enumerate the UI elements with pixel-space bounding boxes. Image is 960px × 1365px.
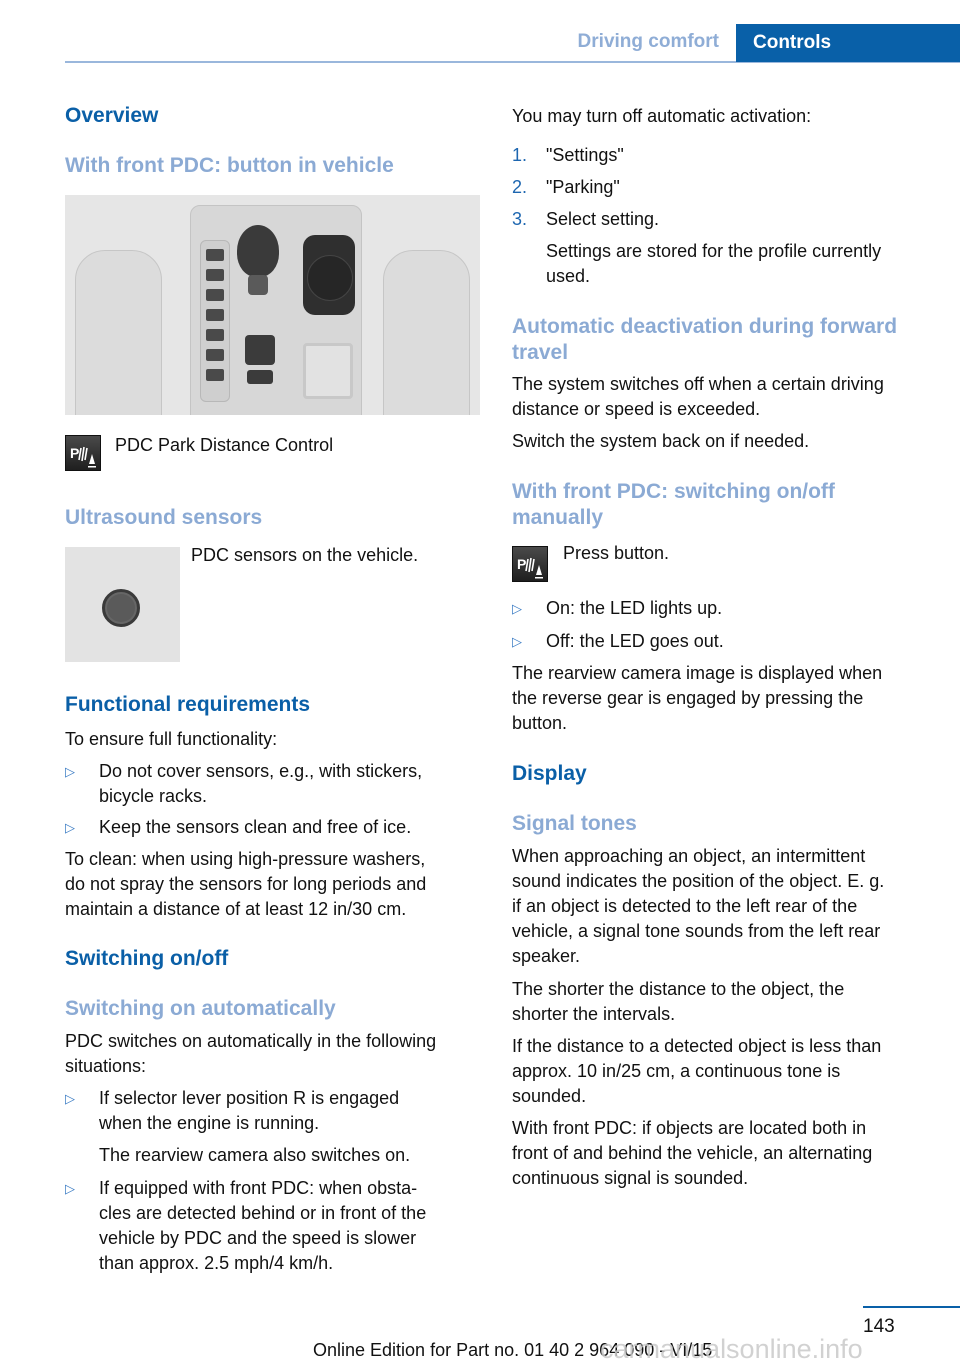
- pdc-button-icon: [512, 546, 548, 582]
- step-text: "Settings": [546, 145, 624, 165]
- text-line: maintain a distance of at least 12 in/30 cm.: [65, 899, 407, 919]
- text-line: sounded.: [512, 1086, 587, 1106]
- ultrasound-text: PDC sensors on the vehicle.: [191, 545, 419, 565]
- ultrasound-sensor-image: [65, 547, 180, 662]
- bullet-triangle-icon: ▷: [512, 601, 522, 616]
- step-number: 1.: [512, 145, 528, 165]
- text-line: shorter the intervals.: [512, 1004, 676, 1024]
- heading-line: manually: [512, 506, 604, 529]
- text-line: If the distance to a detected object is less than: [512, 1036, 882, 1056]
- bullet-triangle-icon: ▷: [512, 634, 522, 649]
- bullet-text: when the engine is running.: [99, 1113, 320, 1133]
- svg-text:P: P: [70, 445, 80, 461]
- left-seat: [75, 250, 162, 415]
- functional-bullet-1: [65, 759, 485, 809]
- functional-heading: Functional requirements: [65, 693, 311, 716]
- bullet-note: The rearview camera also switches on.: [99, 1145, 411, 1165]
- text-line: sound indicates the position of the object. E. g.: [512, 871, 885, 891]
- step-note: Settings are stored for the profile currently: [546, 241, 882, 261]
- shorter-distance-text: [512, 977, 937, 1027]
- bullet-text: than approx. 2.5 mph/4 km/h.: [99, 1253, 334, 1273]
- text-line: front of and behind the vehicle, an alternating: [512, 1143, 873, 1163]
- heading-line: Automatic deactivation during forward: [512, 315, 898, 338]
- bullet-text: Off: the LED goes out.: [546, 631, 724, 651]
- header-section-title: Driving comfort: [577, 31, 719, 52]
- text-line: do not spray the sensors for long periods and: [65, 874, 427, 894]
- pdc-button-icon: [65, 435, 101, 471]
- text-line: The shorter the distance to the object, the: [512, 979, 845, 999]
- rearview-text: [512, 661, 937, 736]
- auto-heading: Switching on automatically: [65, 997, 336, 1020]
- step-note: used.: [546, 266, 591, 286]
- text-line: PDC switches on automatically in the following: [65, 1031, 437, 1051]
- center-console-illustration: [65, 195, 480, 415]
- bullet-text: If equipped with front PDC: when obsta-: [99, 1178, 418, 1198]
- text-line: button.: [512, 713, 568, 733]
- text-line: vehicle, a signal tone sounds from the left rear: [512, 921, 881, 941]
- button-strip: [200, 240, 230, 402]
- clean-text: [65, 847, 485, 922]
- text-line: if an object is detected to the left rear of the: [512, 896, 858, 916]
- manual-bullet-on: [512, 596, 937, 621]
- text-line: the reverse gear is engaged by pressing the: [512, 688, 864, 708]
- text-line: approx. 10 in/25 cm, a continuous tone is: [512, 1061, 841, 1081]
- alternating-signal-text: [512, 1116, 937, 1191]
- text-line: speaker.: [512, 946, 581, 966]
- text-line: The rearview camera image is displayed when: [512, 663, 883, 683]
- text-line: situations:: [65, 1056, 147, 1076]
- text-line: With front PDC: if objects are located both in: [512, 1118, 867, 1138]
- continuous-tone-text: [512, 1034, 937, 1109]
- switching-heading: Switching on/off: [65, 947, 229, 970]
- heading-line: travel: [512, 341, 569, 364]
- signal-tones-heading: Signal tones: [512, 812, 637, 835]
- auto-deactivation-heading: [512, 314, 937, 366]
- manual-bullet-off: [512, 629, 937, 654]
- step-2: [512, 175, 937, 200]
- functional-bullet-2: [65, 815, 485, 840]
- auto-bullet-1: [65, 1086, 485, 1168]
- text-line: distance or speed is exceeded.: [512, 399, 761, 419]
- auto-intro: [65, 1029, 485, 1079]
- bullet-text: bicycle racks.: [99, 786, 208, 806]
- bullet-triangle-icon: ▷: [65, 1181, 75, 1196]
- step-3: [512, 207, 937, 289]
- switch-back-text: Switch the system back on if needed.: [512, 431, 810, 451]
- gear-selector-base: [248, 275, 268, 295]
- bullet-text: Keep the sensors clean and free of ice.: [99, 817, 412, 837]
- svg-text:P: P: [517, 556, 527, 572]
- step-1: [512, 143, 937, 168]
- text-line: To clean: when using high-pressure washers,: [65, 849, 426, 869]
- functional-intro: To ensure full functionality:: [65, 729, 278, 749]
- pdc-icon-label: PDC Park Distance Control: [115, 435, 334, 455]
- overview-heading: Overview: [65, 104, 159, 127]
- bullet-text: If selector lever position R is engaged: [99, 1088, 400, 1108]
- bullet-text: On: the LED lights up.: [546, 598, 723, 618]
- header-chapter-tab: Controls: [736, 24, 960, 62]
- footer-rule: [863, 1306, 960, 1308]
- heading-line: With front PDC: switching on/off: [512, 480, 835, 503]
- bullet-text: vehicle by PDC and the speed is slower: [99, 1228, 417, 1248]
- bullet-triangle-icon: ▷: [65, 764, 75, 779]
- display-heading: Display: [512, 762, 587, 785]
- sensor-icon: [102, 589, 140, 627]
- ultrasound-heading: Ultrasound sensors: [65, 506, 263, 529]
- edition-text: Online Edition for Part no. 01 40 2 964 090 - VI/15: [313, 1340, 713, 1360]
- press-button-text: Press button.: [563, 543, 670, 563]
- right-seat: [383, 250, 470, 415]
- auto-bullet-2: [65, 1176, 485, 1276]
- signal-text: [512, 844, 937, 969]
- turn-off-intro: You may turn off automatic activation:: [512, 106, 812, 126]
- idrive-controller-icon: [303, 235, 355, 315]
- watermark: carmanualsonline.info: [600, 1334, 863, 1364]
- bullet-triangle-icon: ▷: [65, 820, 75, 835]
- manual-switching-heading: [512, 479, 937, 531]
- step-text: "Parking": [546, 177, 620, 197]
- front-pdc-button-heading: With front PDC: button in vehicle: [65, 154, 394, 177]
- auto-hold-icon: [247, 370, 273, 384]
- gear-selector-icon: [237, 225, 279, 277]
- bullet-text: cles are detected behind or in front of the: [99, 1203, 427, 1223]
- parking-brake-icon: [245, 335, 275, 365]
- step-number: 3.: [512, 209, 528, 229]
- text-line: continuous signal is sounded.: [512, 1168, 749, 1188]
- console-tray: [303, 343, 353, 399]
- text-line: The system switches off when a certain driving: [512, 374, 884, 394]
- step-text: Select setting.: [546, 209, 660, 229]
- page-number: 143: [863, 1316, 895, 1337]
- auto-deactivation-text: [512, 372, 937, 422]
- text-line: When approaching an object, an intermittent: [512, 846, 866, 866]
- bullet-text: Do not cover sensors, e.g., with stickers,: [99, 761, 423, 781]
- step-number: 2.: [512, 177, 528, 197]
- bullet-triangle-icon: ▷: [65, 1091, 75, 1106]
